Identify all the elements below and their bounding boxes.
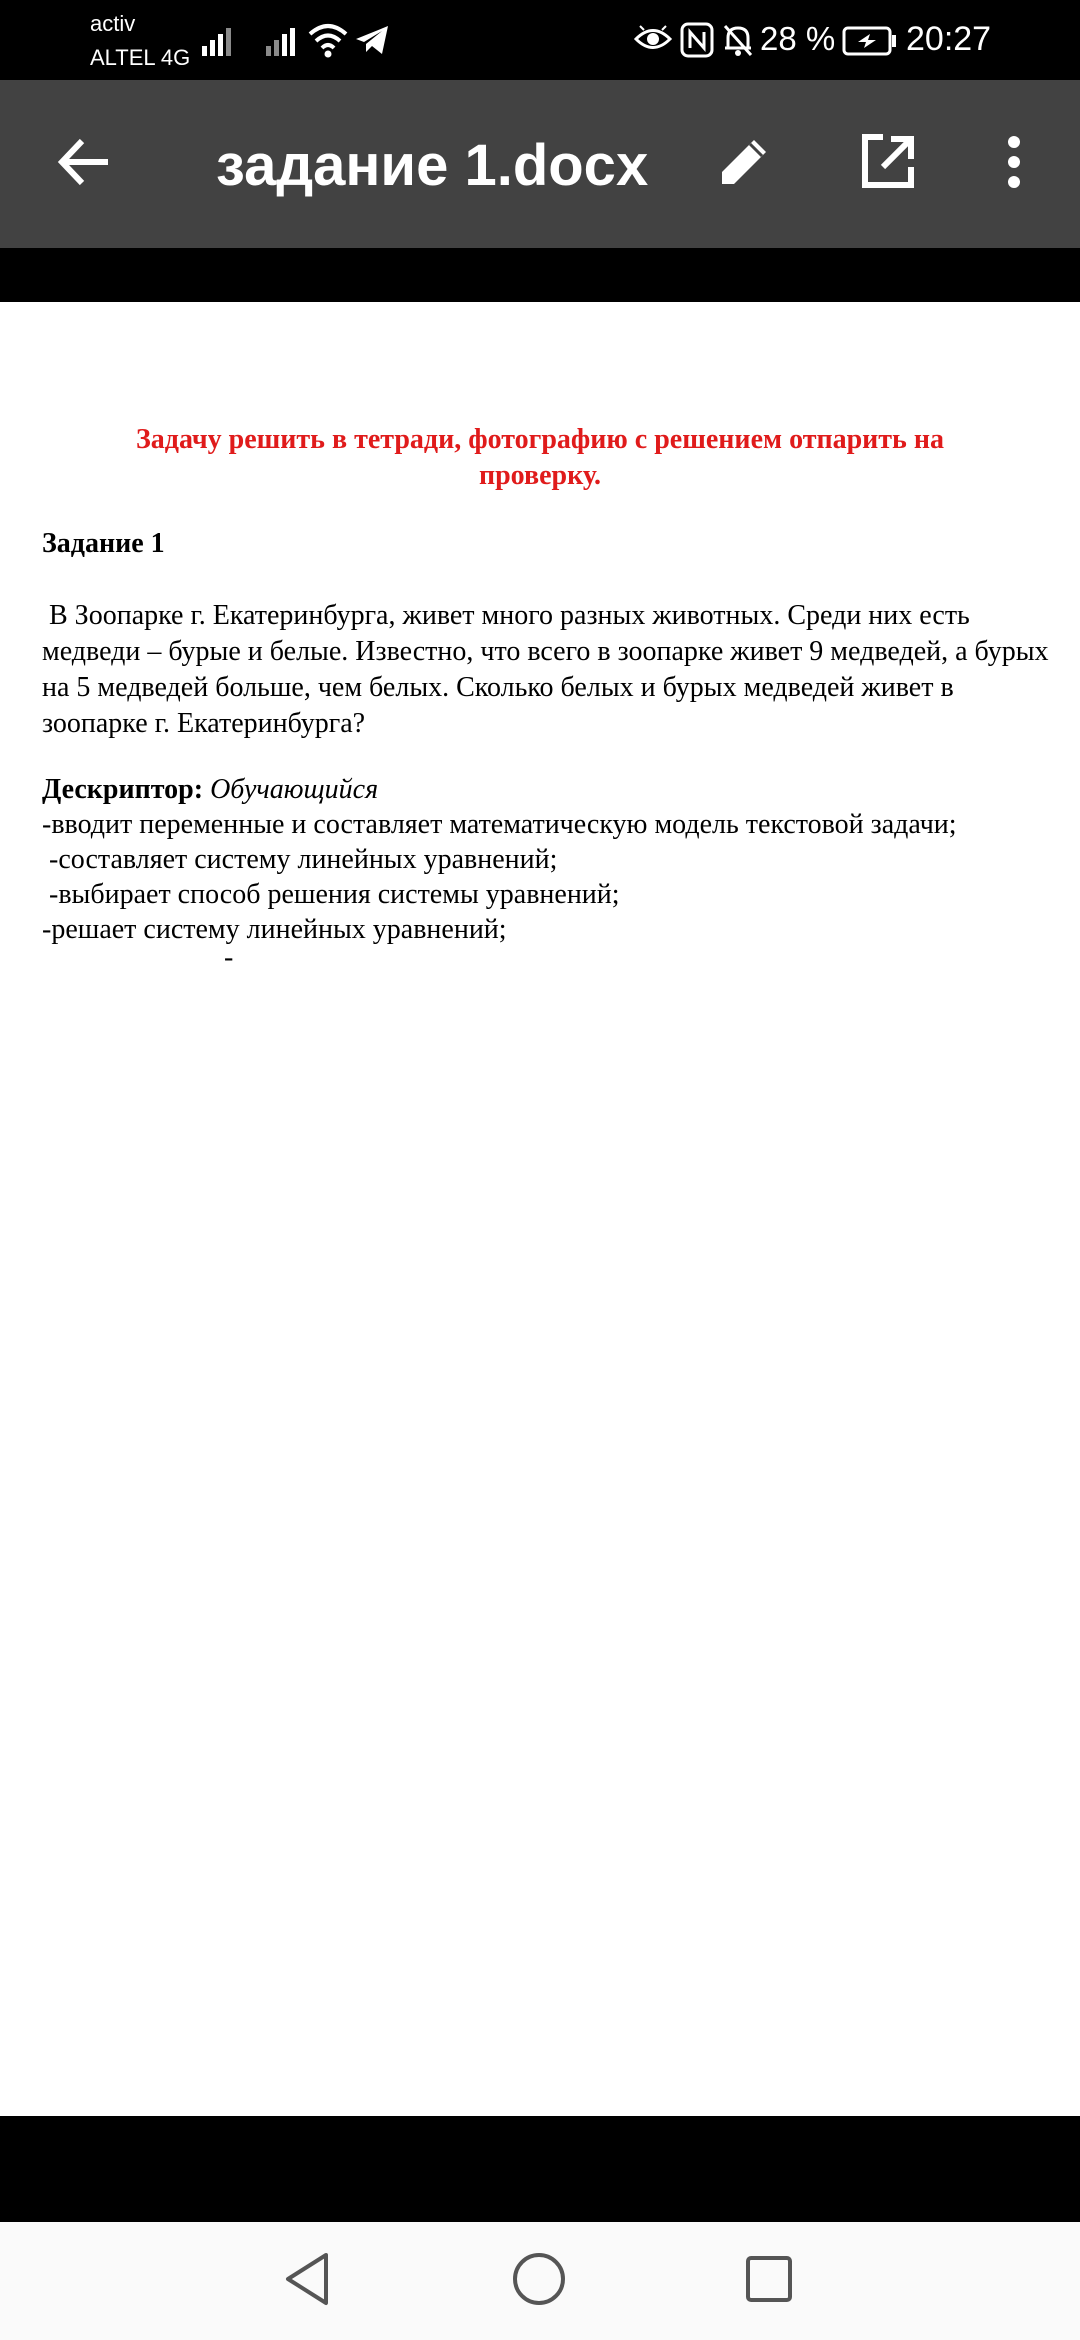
- descriptor-label: Дескриптор:: [42, 774, 204, 805]
- carrier-name: activ: [90, 11, 136, 36]
- status-bar: [0, 0, 1080, 80]
- bottom-black-area: [0, 2116, 1080, 2222]
- toolbar-shadow-strip: [0, 248, 1080, 302]
- problem-text: [42, 598, 1062, 742]
- document-title: задание 1.docx: [216, 133, 649, 198]
- carrier-network: ALTEL 4G: [90, 45, 191, 70]
- back-triangle-icon: [282, 2251, 332, 2312]
- open-external-button[interactable]: [848, 124, 928, 204]
- red-notice: Задачу решить в тетради, фотографию с решением отпарить на проверку.: [136, 424, 944, 491]
- descriptor-item: -вводит переменные и составляет математическую модель текстовой задачи;: [42, 809, 957, 840]
- nav-recents-button[interactable]: [734, 2246, 804, 2316]
- wifi-icon: [306, 20, 350, 65]
- problem-body: В Зоопарке г. Екатеринбурга, живет много разных животных. Среди них есть медведи – бурые и белые. Известно, что всего в зоопарке живет 9 медведей, а бурых на 5 медведей больше, чем белых. Сколько белых и бурых медведей живет в зоопарке г. Екатеринбурга?: [42, 600, 1049, 739]
- more-options-button[interactable]: [974, 124, 1054, 204]
- telegram-icon: [354, 24, 390, 61]
- nav-home-button[interactable]: [504, 2246, 574, 2316]
- navigation-bar: [0, 2222, 1080, 2340]
- edit-pencil-icon: [714, 132, 774, 197]
- carrier-info: [90, 10, 190, 72]
- nfc-icon: [680, 22, 714, 63]
- recents-square-icon: [744, 2254, 794, 2309]
- clock: 20:27: [906, 20, 992, 58]
- back-button[interactable]: [44, 124, 124, 204]
- bell-off-icon: [722, 22, 754, 63]
- trailing-dash: -: [224, 942, 234, 973]
- battery-percent: 28 %: [760, 20, 836, 57]
- battery-charging-icon: [842, 26, 898, 61]
- descriptor-item: -выбирает способ решения системы уравнений;: [42, 879, 620, 910]
- descriptor-heading: [42, 772, 1062, 807]
- more-vert-icon: [1004, 135, 1024, 194]
- app-bar: [0, 80, 1080, 248]
- descriptor-item: -составляет систему линейных уравнений;: [42, 844, 558, 875]
- back-arrow-icon: [56, 137, 112, 192]
- task-title: Задание 1: [42, 528, 165, 559]
- home-circle-icon: [511, 2251, 567, 2312]
- nav-back-button[interactable]: [272, 2246, 342, 2316]
- descriptor-item: -решает систему линейных уравнений;: [42, 914, 507, 945]
- descriptor-block: [42, 772, 1062, 947]
- document-page[interactable]: [0, 302, 1080, 2116]
- descriptor-subject: Обучающийся: [210, 774, 379, 805]
- open-external-icon: [859, 133, 917, 196]
- eye-icon: [634, 24, 672, 59]
- edit-button[interactable]: [704, 124, 784, 204]
